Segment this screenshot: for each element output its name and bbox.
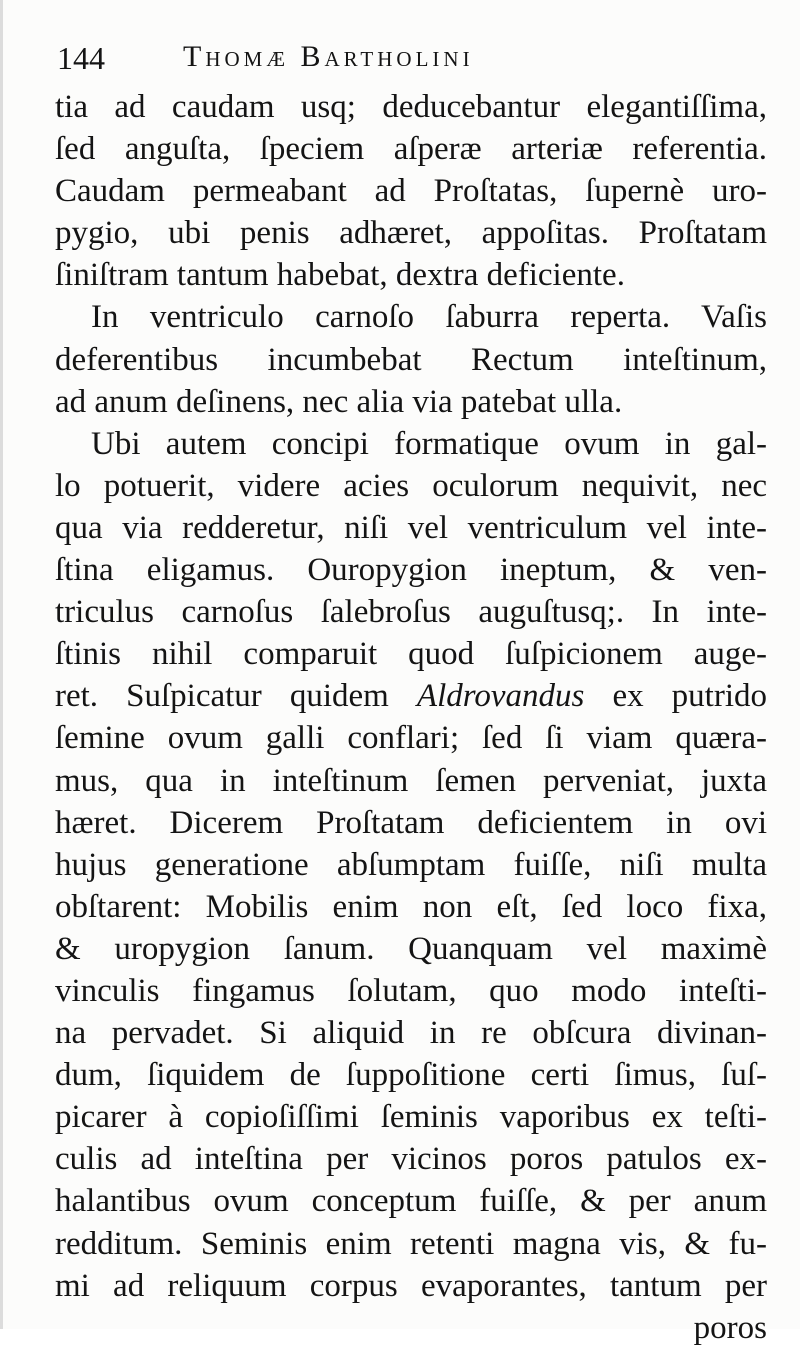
- text-line: & uropygion ſanum. Quanquam vel maximè: [55, 930, 767, 967]
- text-line: Ubi autem concipi formatique ovum in gal-: [91, 425, 767, 462]
- text-line: halantibus ovum conceptum fuiſſe, & per anum: [55, 1183, 767, 1220]
- text-line: obſtarent: Mobilis enim non eſt, ſed loco fixa,: [55, 888, 767, 925]
- text-line: hæret. Dicerem Proſtatam deficientem in ovi: [55, 804, 767, 841]
- text-line: triculus carnoſus ſalebroſus auguſtusq;. In inte-: [55, 594, 767, 631]
- text-line: ſed anguſta, ſpeciem aſperæ arteriæ referentia.: [55, 131, 767, 168]
- text-line: Caudam permeabant ad Proſtatas, ſupernè uro-: [55, 173, 767, 210]
- text-line: ſemine ovum galli conflari; ſed ſi viam quæra-: [55, 720, 767, 757]
- text-line: tia ad caudam usq; deducebantur elegantiſſima,: [55, 89, 767, 125]
- running-title: Thomæ Bartholini: [183, 40, 474, 73]
- text-line: picarer à copioſiſſimi ſeminis vaporibus ex teſti-: [55, 1099, 767, 1136]
- text-line: qua via redderetur, niſi vel ventriculum vel inte-: [55, 509, 767, 546]
- catchword: poros: [693, 1309, 767, 1346]
- text-fragment: ex putrido: [612, 678, 767, 715]
- text-line: culis ad inteſtina per vicinos poros patulos ex-: [55, 1141, 767, 1178]
- text-line: ſiniſtram tantum habebat, dextra deficiente.: [55, 257, 625, 294]
- text-line: mi ad reliquum corpus evaporantes, tantum per: [55, 1267, 767, 1304]
- author-name-italic: Aldrovandus: [416, 678, 585, 715]
- text-line: ſtinis nihil comparuit quod ſuſpicionem auge-: [55, 636, 767, 673]
- text-line: na pervadet. Si aliquid in re obſcura divinan-: [55, 1015, 767, 1052]
- text-fragment: ret. Suſpicatur quidem: [55, 678, 389, 715]
- page-header: [53, 34, 773, 82]
- text-line: ſtina eligamus. Ouropygion ineptum, & ven-: [55, 552, 767, 589]
- text-line: dum, ſiquidem de ſuppoſitione certi ſimus, ſuſ-: [55, 1057, 767, 1094]
- text-line: In ventriculo carnoſo ſaburra reperta. Vaſis: [91, 299, 767, 336]
- text-line: lo potuerit, videre acies oculorum nequivit, nec: [55, 467, 767, 504]
- text-line: vinculis fingamus ſolutam, quo modo inteſti-: [55, 972, 767, 1009]
- text-line: ad anum deſinens, nec alia via patebat ulla.: [55, 383, 623, 420]
- text-line: deferentibus incumbebat Rectum inteſtinum,: [55, 341, 767, 378]
- text-line: hujus generatione abſumptam fuiſſe, niſi multa: [55, 846, 767, 883]
- page-number: 144: [57, 40, 105, 76]
- body-text: [55, 86, 767, 1349]
- text-line: [55, 675, 767, 717]
- text-line: redditum. Seminis enim retenti magna vis, & fu-: [55, 1225, 767, 1262]
- text-line: pygio, ubi penis adhæret, appoſitas. Proſtatam: [55, 215, 767, 252]
- text-line: mus, qua in inteſtinum ſemen perveniat, juxta: [55, 762, 767, 799]
